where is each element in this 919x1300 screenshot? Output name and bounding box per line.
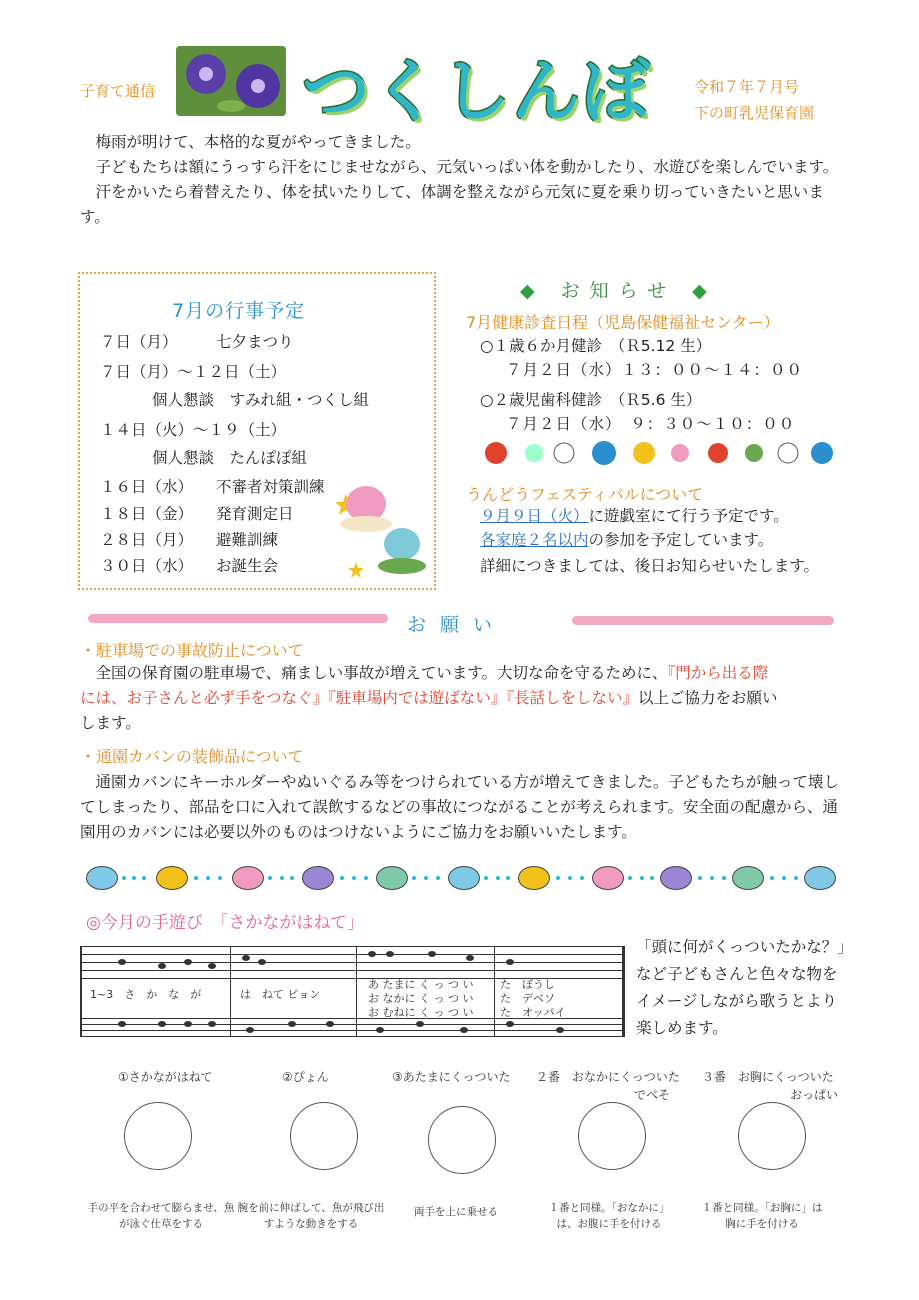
fish-icon — [804, 866, 836, 890]
fish-icon — [660, 866, 692, 890]
diamond-icon: ◆ — [520, 280, 545, 302]
intro-paragraph: 子どもたちは額にうっすら汗をにじませながら、元気いっぱい体を動かしたり、水遊びを楽しんでいます。 — [95, 158, 839, 176]
notice-heading: ◆ お知らせ ◆ — [520, 280, 717, 302]
lyric-line: 1~3 さ か な が — [90, 988, 202, 1001]
fish-icon — [86, 866, 118, 890]
step-caption: ２番 おなかにくっついた — [536, 1070, 680, 1084]
decorative-icons-row — [482, 438, 834, 472]
fish-icon — [156, 866, 188, 890]
morning-glory-image — [176, 46, 286, 116]
newsletter-title: つくしんぼ — [302, 53, 653, 132]
lyric-line: あ たまに く っ つ い — [368, 978, 474, 991]
fish-icon — [302, 866, 334, 890]
step-caption: ３番 お胸にくっついた — [702, 1070, 834, 1084]
step-caption: ①さかながはねて — [118, 1070, 213, 1084]
child-illustration — [428, 1106, 496, 1174]
checkup1-line1: ○１歳６か月健診 （Ｒ5.12 生） — [480, 337, 712, 355]
intro-text — [80, 130, 850, 230]
schedule-row: ２８日（月） 避難訓練 — [100, 531, 279, 549]
step-caption: ③あたまにくっついた — [392, 1070, 511, 1084]
fish-decoration-row — [86, 862, 846, 894]
lyric-line: は ねて ピョン — [240, 988, 321, 1001]
parking-text: 全国の保育園の駐車場で、痛ましい事故が増えています。大切な命を守るために、『門から出る際 には、お子さんと必ず手をつなぐ』『駐車場内では遊ばない』『長話しをしない』以上ご協力をお願い します。 — [80, 664, 778, 732]
schedule-row: １４日（火）～１９（土） — [100, 421, 287, 439]
step-description: １番と同様。「お胸に」は胸に手を付ける — [701, 1202, 823, 1230]
schedule-row: 個人懇談 すみれ組・つくし組 — [152, 391, 370, 409]
child-illustration — [738, 1102, 806, 1170]
parking-title: ・駐車場での事故防止について — [80, 641, 304, 660]
fish-icon — [376, 866, 408, 890]
child-illustration — [578, 1102, 646, 1170]
pink-divider — [572, 616, 834, 625]
lyric-line: た ぼうし — [500, 978, 555, 991]
schedule-row: ７日（月）～１２日（土） — [100, 363, 287, 381]
pink-divider — [88, 614, 388, 623]
intro-paragraph: 汗をかいたら着替えたり、体を拭いたりして、体調を整えながら元気に夏を乗り切っていきたいと思います。 — [80, 183, 824, 226]
issue-info — [694, 74, 814, 126]
onegai-heading: お願い — [407, 614, 507, 636]
step-caption: ②ぴょん — [282, 1070, 329, 1084]
festival-title: うんどうフェスティバルについて — [466, 485, 704, 504]
schedule-row: 個人懇談 たんぽぽ組 — [152, 449, 308, 467]
step-description: 両手を上に乗せる — [414, 1206, 498, 1218]
checkup2-line2: ７月２日（水） ９：３０～１０：００ — [506, 415, 796, 433]
song-note: 「頭に何がくっついたかな？」など子どもさんと色々な物をイメージしながら歌うとより楽しめます。 — [636, 938, 845, 1037]
festival-line2: 各家庭２名以内の参加を予定しています。 — [480, 531, 774, 549]
bag-text: 通園カバンにキーホルダーやぬいぐるみ等をつけられている方が増えてきました。子どもたちが触って壊してしまったり、部品を口に入れて誤飲するなどの事故につながることが考えられます。安全面の配慮から、通園用のカバンには必要以外のものはつけないようにご協力をお願いいたします。 — [80, 773, 839, 841]
fish-icon — [232, 866, 264, 890]
schedule-row: １６日（水） 不審者対策訓練 — [100, 478, 325, 496]
fish-icon — [448, 866, 480, 890]
step-description: 腕を前に伸ばして、魚が飛び出すような動きをする — [237, 1202, 385, 1230]
checkup2-line1: ○２歳児歯科健診 （Ｒ5.6 生） — [480, 391, 702, 409]
lyric-line: お むねに く っ つ い — [368, 1006, 474, 1019]
checkup-title: 7月健康診査日程（児島保健福祉センター） — [466, 313, 780, 332]
lyric-line: た デベソ — [500, 992, 555, 1005]
step-caption-sub: おっぱい — [790, 1088, 839, 1102]
step-description: 手の平を合わせて膨らませ、魚が泳ぐ仕草をする — [87, 1202, 235, 1230]
step-caption-sub: でべそ — [634, 1088, 671, 1102]
header-subtitle: 子育て通信 — [80, 82, 156, 100]
diamond-icon: ◆ — [692, 280, 717, 302]
schedule-row: ３０日（水） お誕生会 — [100, 557, 279, 575]
tanabata-illustration — [336, 474, 432, 586]
fish-icon — [518, 866, 550, 890]
child-illustration — [290, 1102, 358, 1170]
festival-line3: 詳細につきましては、後日お知らせいたします。 — [480, 557, 819, 575]
schedule-row: ７日（月） 七夕まつり — [100, 333, 294, 351]
step-description: １番と同様。「おなかに」は、お腹に手を付ける — [548, 1202, 670, 1230]
child-illustration — [124, 1102, 192, 1170]
fish-icon — [592, 866, 624, 890]
hand-game-title: ◎今月の手遊び 「さかながはねて」 — [86, 913, 364, 933]
fish-icon — [732, 866, 764, 890]
lyric-line: た オッパイ — [500, 1006, 566, 1019]
schedule-row: １８日（金） 発育測定日 — [100, 505, 294, 523]
lyric-line: お なかに く っ つ い — [368, 992, 474, 1005]
schedule-title: 7月の行事予定 — [172, 300, 306, 322]
issue-date: 令和７年７月号 — [694, 78, 800, 96]
sheet-music — [80, 940, 625, 1040]
intro-paragraph: 梅雨が明けて、本格的な夏がやってきました。 — [95, 133, 421, 151]
checkup1-line2: ７月２日（水）１３：００～１４：００ — [506, 361, 804, 379]
bag-title: ・通園カバンの装飾品について — [80, 747, 304, 766]
festival-line1: ９月９日（火）に遊戯室にて行う予定です。 — [480, 507, 789, 525]
nursery-name: 下の町乳児保育園 — [694, 104, 815, 122]
